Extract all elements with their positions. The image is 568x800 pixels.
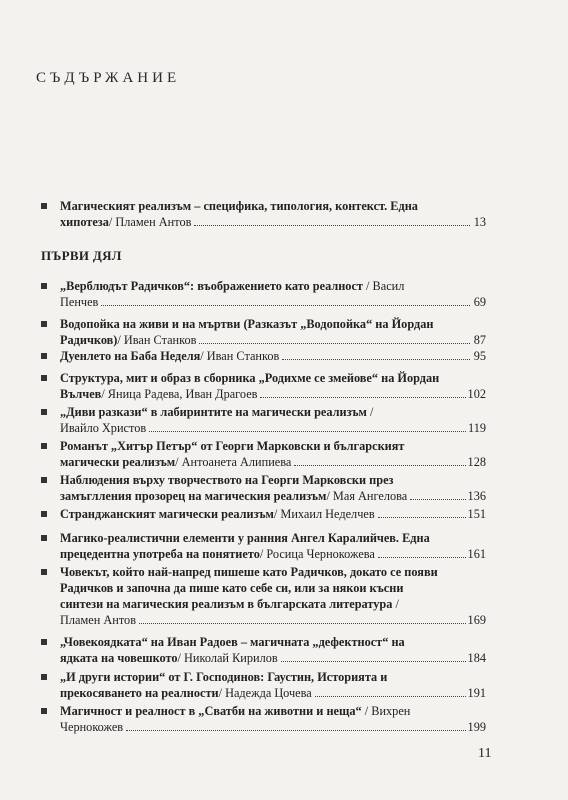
entry-title: „Човекоядката“ на Иван Радоев – магичната „дефектност“ на <box>60 635 405 649</box>
entry-page-number: 161 <box>467 547 486 561</box>
entry-author: Пламен Антов <box>60 613 136 627</box>
toc-entry[interactable] <box>41 506 486 522</box>
entry-title: Човекът, който най-напред пишеше като Радичков, докато се появи <box>60 565 438 579</box>
bullet-icon <box>41 353 47 359</box>
entry-title: Магико-реалистични елементи у ранния Ангел Каралийчев. Една <box>60 531 430 545</box>
entry-title-cont: синтези на магическия реализъм в българската литература <box>60 597 393 611</box>
toc-entry[interactable] <box>41 564 486 628</box>
toc-entry[interactable] <box>41 669 486 701</box>
dot-leader <box>378 557 466 558</box>
dot-leader <box>260 397 465 398</box>
entry-author: / <box>392 597 399 611</box>
toc-entry[interactable] <box>41 703 486 735</box>
entry-author: / Надежда Цочева <box>218 686 312 700</box>
entry-title: „Диви разкази“ в лабиринтите на магически реализъм <box>60 405 367 419</box>
entry-title-cont: прекосяването на реалности <box>60 686 219 700</box>
entry-title: „Верблюдът Радичков“: въображението като реалност <box>60 279 363 293</box>
entry-author: / <box>366 405 374 419</box>
toc-entry[interactable] <box>41 404 486 436</box>
toc-entry[interactable] <box>41 438 486 470</box>
dot-leader <box>281 661 466 662</box>
entry-page-number: 69 <box>473 295 486 309</box>
entry-author: / Михаил Неделчев <box>273 507 375 521</box>
bullet-icon <box>41 535 47 541</box>
entry-title-cont: ядката на човешкото <box>60 651 178 665</box>
entry-title: Странджанският магически реализъм <box>60 507 274 521</box>
entry-page-number: 13 <box>473 215 486 229</box>
bullet-icon <box>41 283 47 289</box>
entry-title-cont: Вълчев <box>60 387 102 401</box>
dot-leader <box>194 225 470 226</box>
dot-leader <box>149 431 466 432</box>
entry-author: / Иван Станков <box>117 333 197 347</box>
bullet-icon <box>41 511 47 517</box>
bullet-icon <box>41 477 47 483</box>
entry-page-number: 95 <box>473 349 486 363</box>
dot-leader <box>294 465 465 466</box>
entry-title-cont: Радичков) <box>60 333 118 347</box>
toc-entry[interactable] <box>41 634 486 666</box>
entry-title: Дуенлето на Баба Неделя <box>60 349 201 363</box>
entry-author: / Росица Чернокожева <box>259 547 375 561</box>
entry-author: / Иван Станков <box>200 349 280 363</box>
bullet-icon <box>41 203 47 209</box>
entry-title: Романът „Хитър Петър“ от Георги Марковски и българският <box>60 439 405 453</box>
entry-page-number: 87 <box>473 333 486 347</box>
entry-page-number: 102 <box>467 387 486 401</box>
entry-author: / Пламен Антов <box>108 215 192 229</box>
dot-leader <box>315 696 466 697</box>
entry-author: / Яница Радева, Иван Драгоев <box>101 387 258 401</box>
entry-author: Чернокожев <box>60 720 124 734</box>
entry-title: Магическият реализъм – специфика, типология, контекст. Една <box>60 199 418 213</box>
page-number: 11 <box>478 746 492 761</box>
page-title: СЪДЪРЖАНИЕ <box>36 70 181 86</box>
section-title: ПЪРВИ ДЯЛ <box>41 248 122 263</box>
entry-author: / Мая Ангелова <box>326 489 408 503</box>
toc-entry[interactable] <box>41 278 486 310</box>
entry-page-number: 151 <box>467 507 486 521</box>
entry-title: Магичност и реалност в „Сватби на животни и неща“ <box>60 704 362 718</box>
dot-leader <box>126 730 465 731</box>
toc-entry[interactable] <box>41 348 486 364</box>
bullet-icon <box>41 321 47 327</box>
entry-page-number: 199 <box>467 720 486 734</box>
entry-title-cont: магически реализъм <box>60 455 176 469</box>
entry-page-number: 169 <box>467 613 486 627</box>
entry-title-cont: Радичков и започна да пише като себе си, или за някои късни <box>60 581 404 595</box>
entry-page-number: 184 <box>467 651 486 665</box>
toc-entry-intro[interactable] <box>41 198 486 230</box>
entry-title: „И други истории“ от Г. Господинов: Гаустин, Историята и <box>60 670 388 684</box>
entry-title: Водопойка на живи и на мъртви (Разказът „Водопойка“ на Йордан <box>60 317 434 331</box>
toc-entry[interactable] <box>41 530 486 562</box>
entry-author: Пенчев <box>60 295 99 309</box>
entry-author: / Николай Кирилов <box>177 651 278 665</box>
bullet-icon <box>41 569 47 575</box>
entry-author: Ивайло Христов <box>60 421 147 435</box>
dot-leader <box>378 517 466 518</box>
entry-page-number: 128 <box>467 455 486 469</box>
dot-leader <box>101 305 470 306</box>
entry-title-cont: прецедентна употреба на понятието <box>60 547 260 561</box>
dot-leader <box>282 359 470 360</box>
dot-leader <box>410 499 465 500</box>
dot-leader <box>139 623 466 624</box>
entry-page-number: 119 <box>468 421 486 435</box>
entry-title-cont: хипотеза <box>60 215 109 229</box>
bullet-icon <box>41 443 47 449</box>
bullet-icon <box>41 409 47 415</box>
dot-leader <box>199 343 470 344</box>
bullet-icon <box>41 375 47 381</box>
bullet-icon <box>41 708 47 714</box>
toc-entry[interactable] <box>41 472 486 504</box>
entry-author: / Васил <box>362 279 405 293</box>
entry-page-number: 136 <box>467 489 486 503</box>
entry-title: Наблюдения върху творчеството на Георги Марковски през <box>60 473 394 487</box>
entry-title: Структура, мит и образ в сборника „Родихме се змейове“ на Йордан <box>60 371 440 385</box>
entry-author: / Вихрен <box>361 704 411 718</box>
entry-page-number: 191 <box>467 686 486 700</box>
entry-title-cont: замъглления прозорец на магическия реализъм <box>60 489 327 503</box>
bullet-icon <box>41 674 47 680</box>
toc-entry[interactable] <box>41 370 486 402</box>
entry-author: / Антоанета Алипиева <box>175 455 292 469</box>
toc-entry[interactable] <box>41 316 486 348</box>
bullet-icon <box>41 639 47 645</box>
